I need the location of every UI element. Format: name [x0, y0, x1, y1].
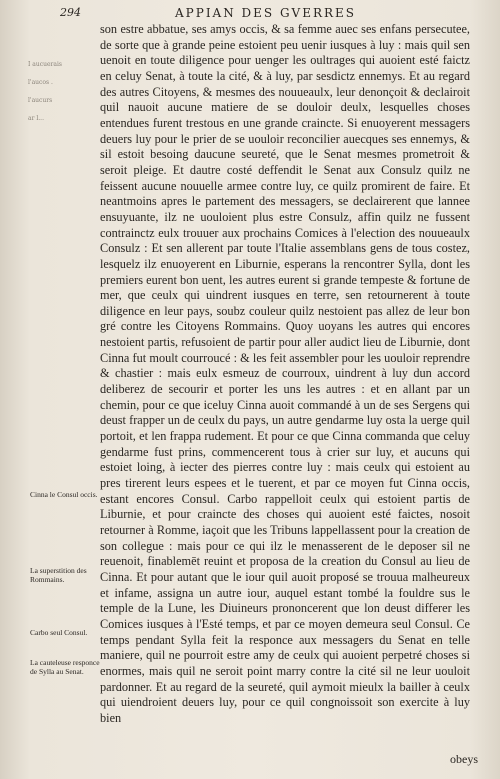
side-marker: l'aucos .	[28, 79, 53, 86]
side-marker: l'aucurs	[28, 97, 53, 104]
margin-note-carbo-consul: Carbo seul Consul.	[30, 628, 88, 637]
margin-note-sylla-responce: La cauteleuse responce de Sylla au Senat.	[30, 658, 100, 676]
catchword: obeys	[450, 752, 478, 766]
faded-side-markers	[28, 56, 83, 256]
main-paragraph: son estre abbatue, ses amys occis, & sa femme auec ses enfans persecutee, de sorte que à grande peine estoient peu uenir iusques à luy : mais quil sen uenoit en toute diligence pour uenger les oultrages qui auoient esté faictz en celuy Senat, à toute la cité, & à luy, par sesdictz ennemys. Et au regard des autres Citoyens, & mesmes des nouueaulx, leur denonçoit & declairoit quil nauoit aucune matiere de se douloir deulx, lesquelles choses entendues furent trestous en une grande craincte. Si enuoyerent messagers deuers luy pour le prier de se uouloir reconcilier auecques ses ennemys, & sil estoit besoing daucune seureté, que le Senat mesmes prometroit & seroit pleige. Et dautre costé deffendit le Senat aux Consulz quilz ne feissent aucune nouuelle armee contre luy, ce quilz promirent de faire. Et neantmoins apres le partement des messagers, se declairerent que lannee ensuyuante, ilz ne uouloient plus estre Consulz, affin quilz ne fussent contrainctz eulx trouuer aux prochains Comices à l'election des nouueaulx Consulz : Et sen allerent par toute l'Italie assemblans gens de tous costez, lesquelz ilz enuoyerent en Liburnie, esperans la rencontrer Sylla, dont les premiers eurent bon uent, les autres eurent si grande tempeste & fortune de mer, que ceulx qui uindrent iusques en terre, sen retournerent à toute diligence en leur pays, soubz couleur quilz nestoient pas allez de leur bon gré contre les Citoyens Rommains. Quoy uoyans les autres qui encores nestoient partis, refusoient de partir pour aller audict lieu de Liburnie, dont Cinna fut moult courroucé : & les feit assembler pour les uouloir reprendre & chastier : mais eulx esmeuz de courroux, uindrent à luy dun accord deliberez de secourir et porter les uns les autres : et en allant par un chemin, pour ce que iceluy Cinna auoit commandé à un de ses Sergens qui deust frapper un de ceulx du pays, un autre gendarme luy osta la uerge quil portoit, et len frappa rudement. Et pour ce que Cinna commanda que celuy gendarme fust prins, commencerent tous à crier sur luy, et aucuns qui estoiet loing, à iecter des pierres contre luy : mais ceulx qui estoient au pres tirerent leurs espees et le tuerent, et par ce moyen fut Cinna occis, estant encores Consul. Carbo rappelloit ceulx qui estoient partis de Liburnie, et pour craincte des choses qui auoient esté faictes, nosoit retourner à Romme, iaçoit que les Tribuns lappellassent pour la creation de son collegue : mais pour ce qui ilz le menasserent de le deposer sil ne reuenoit, finablemēt reuint et proposa de la creation du Consul au lieu de Cinna. Et pour autant que le iour quil auoit proposé se trouua malheureux et infame, assigna un autre iour, auquel estant tombé la fouldre sus le temple de la Lune, les Diuineurs prononcerent que lon deust differer les Comices iusques à l'Esté temps, et par ce moyen demeura seul Consul. Ce temps pendant Sylla feit la responce aux messagers du Senat en telle maniere, quil ne pourroit estre amy de ceulx qui auoient perpetré choses si enormes, mais quil ne seroit point marry contre la cité sil ne leur uouloit pardonner. Et au regard de la seureté, quil aymoit mieulx la bailler à ceulx qui uiendroient deuers luy, pour ce quil congnoissoit son exercite à luy bien	[100, 22, 470, 725]
main-text-block	[100, 22, 470, 762]
running-title: APPIAN DES GVERRES	[175, 6, 357, 20]
side-marker: I aucuerais	[28, 61, 62, 68]
page-header	[0, 6, 500, 22]
page-number: 294	[60, 6, 81, 19]
margin-note-superstition: La superstition des Rommains.	[30, 566, 87, 584]
side-marker: ar l...	[28, 115, 44, 122]
margin-note-cinna-occis: Cinna le Consul occis.	[30, 490, 98, 499]
